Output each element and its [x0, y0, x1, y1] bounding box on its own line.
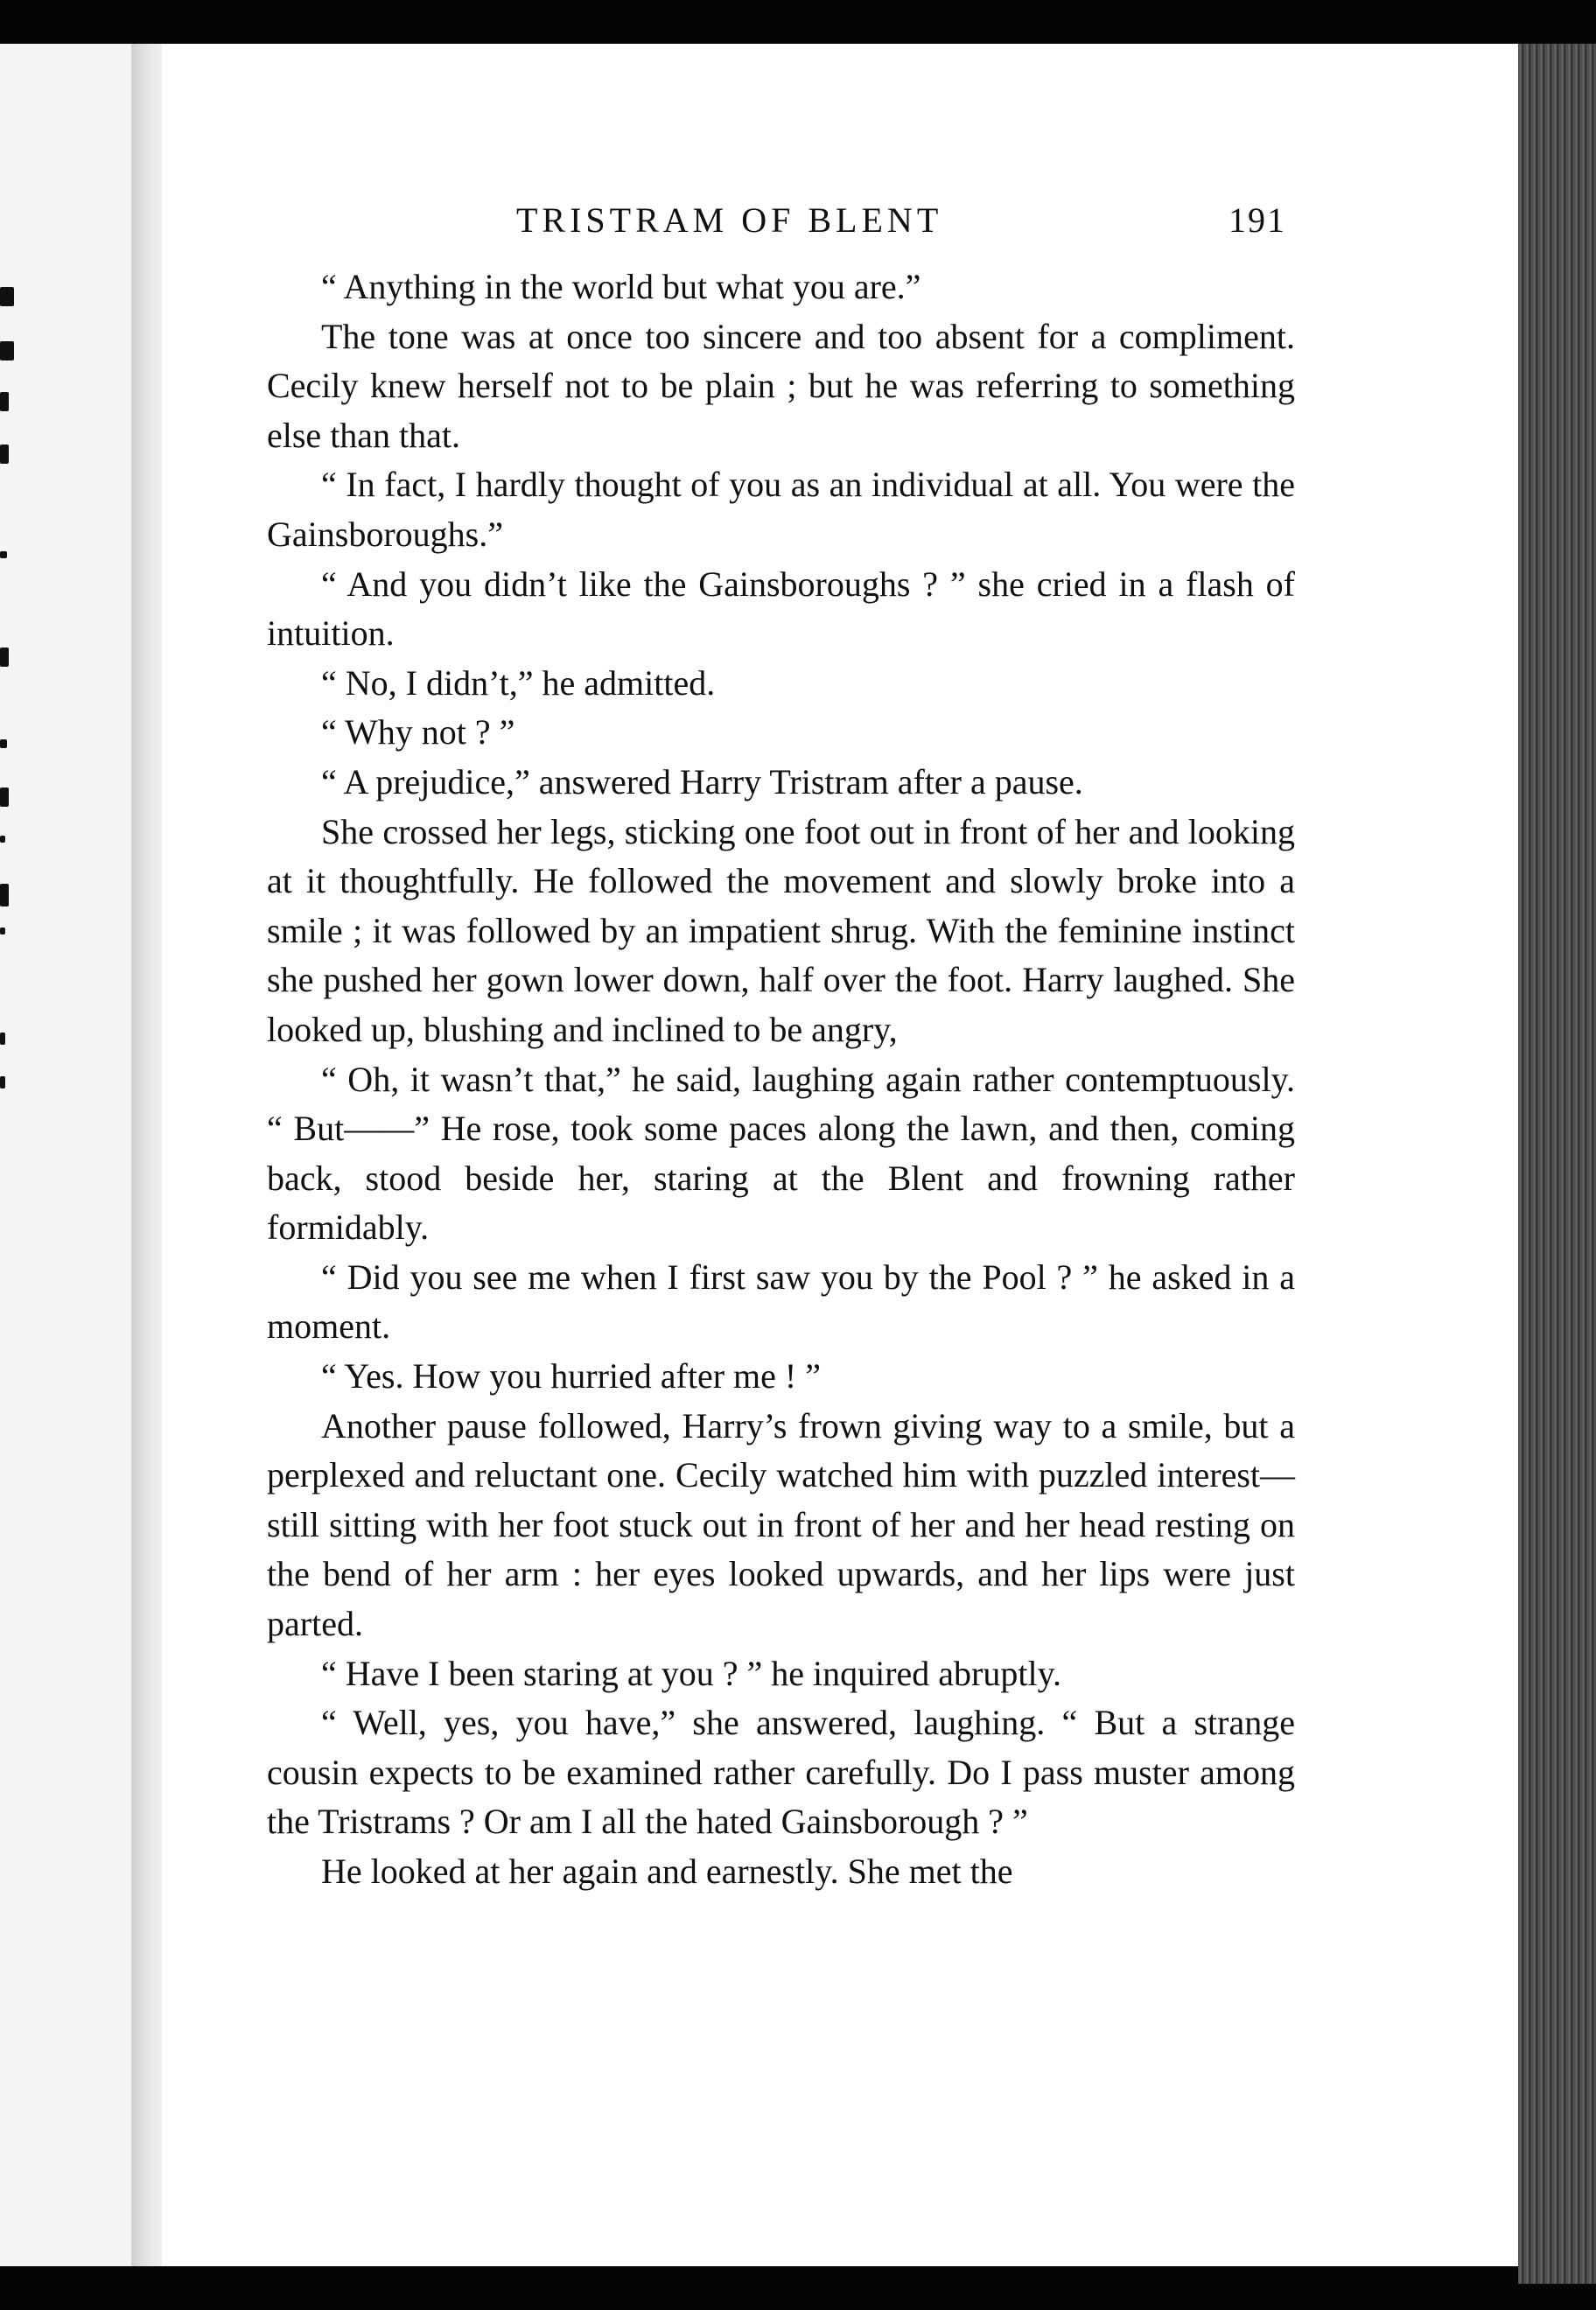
paragraph: “ Anything in the world but what you are.” [321, 267, 921, 306]
previous-page-text-fragment [0, 444, 9, 464]
paragraph: “ A prejudice,” answered Harry Tristram after a pause. [321, 761, 1083, 802]
paragraph: “ In fact, I hardly thought of you as an individual at all. You were the Gainsboroughs.” [267, 465, 1295, 554]
running-header [516, 200, 1286, 243]
previous-page-text-fragment [0, 836, 5, 843]
paragraph: Another pause followed, Harry’s frown giving way to a smile, but a perplexed and reluctant one. Cecily watched him with puzzled interest—still sitting with her foot stuck out in front of her and her head resting on the bend of her arm : her eyes looked upwards, and her lips were just parted. [267, 1405, 1295, 1644]
previous-page-text-fragment [0, 287, 14, 306]
running-title: TRISTRAM OF BLENT [516, 200, 943, 240]
paragraph: “ Why not ? ” [321, 712, 515, 752]
previous-page-text-fragment [0, 928, 5, 934]
body-text [267, 262, 1295, 1897]
previous-page-text-fragment [0, 551, 7, 558]
paragraph: “ Oh, it wasn’t that,” he said, laughing again rather contemptuously. “ But——” He rose, took some paces along the lawn, and then, coming back, stood beside her, staring at the Blent and frowning rather formidably. [267, 1059, 1295, 1248]
page-number: 191 [1228, 200, 1286, 240]
previous-page-text-fragment [0, 1076, 5, 1088]
paragraph: The tone was at once too sincere and too absent for a compliment. Cecily knew herself not to be plain ; but he was referring to something else than that. [267, 316, 1295, 455]
previous-page-text-fragment [0, 1032, 5, 1045]
book-page-edges [1518, 44, 1596, 2284]
paragraph: “ Well, yes, you have,” she answered, laughing. “ But a strange cousin expects to be examined rather carefully. Do I pass muster among the Tristrams ? Or am I all the hated Gainsborough ? ” [267, 1703, 1295, 1842]
paragraph: “ No, I didn’t,” he admitted. [321, 662, 716, 703]
previous-page-text-fragment [0, 739, 7, 748]
previous-page-text-fragment [0, 341, 14, 360]
paragraph: He looked at her again and earnestly. She met the [321, 1852, 1013, 1891]
paragraph: She crossed her legs, sticking one foot out in front of her and looking at it thoughtfully. He followed the movement and slowly broke into a smile ; it was followed by an impatient shrug. With the feminine instinct she pushed her gown lower down, half over the foot. Harry laughed. She looked up, blushing and inclined to be angry, [267, 811, 1295, 1049]
previous-page-edge [0, 44, 150, 2266]
previous-page-text-fragment [0, 392, 9, 411]
previous-page-text-fragment [0, 788, 9, 807]
previous-page-text-fragment [0, 648, 9, 667]
previous-page-text-fragment [0, 884, 9, 906]
paragraph: “ Did you see me when I first saw you by the Pool ? ” he asked in a moment. [267, 1256, 1295, 1347]
paragraph: “ And you didn’t like the Gainsboroughs ? ” she cried in a flash of intuition. [267, 564, 1295, 654]
paragraph: “ Have I been staring at you ? ” he inquired abruptly. [321, 1653, 1061, 1693]
paragraph: “ Yes. How you hurried after me ! ” [321, 1356, 821, 1396]
